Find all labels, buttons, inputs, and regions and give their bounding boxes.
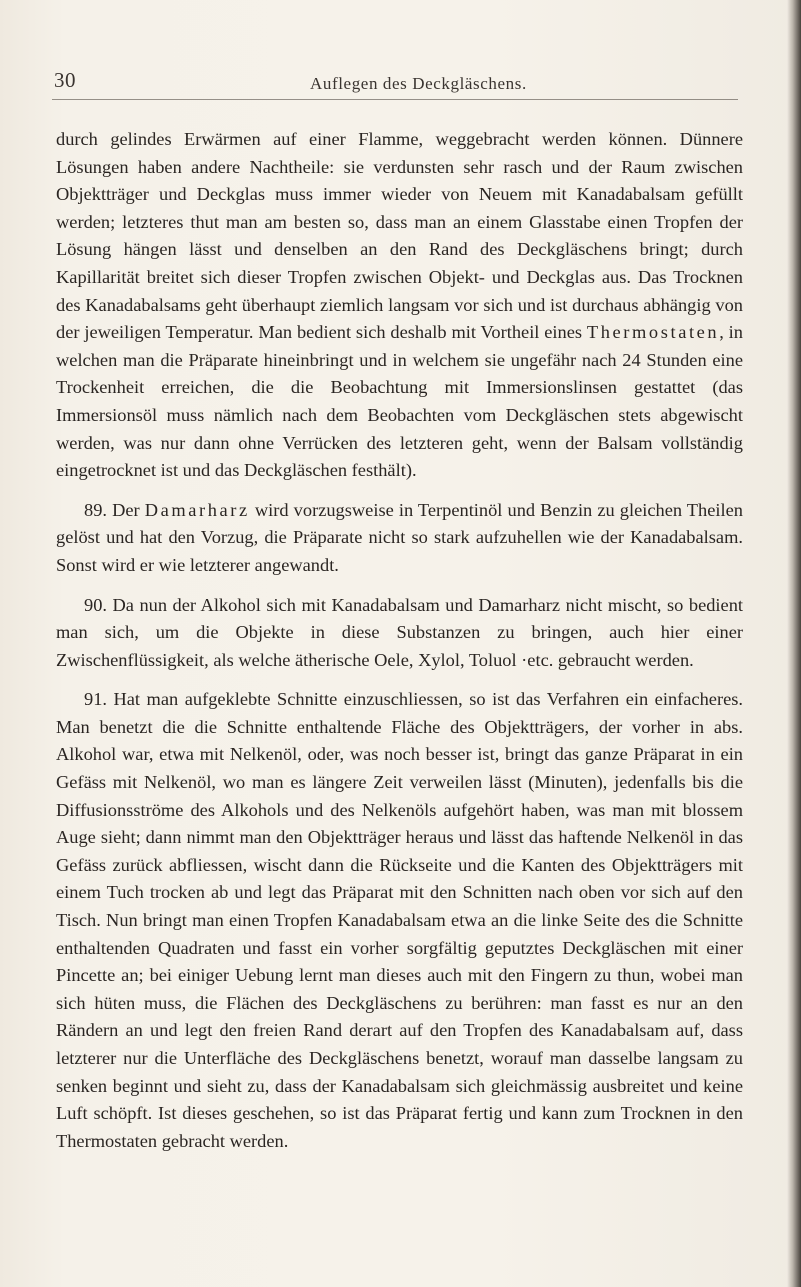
page-number: 30 [54,68,76,92]
running-head: Auflegen des Deckgläschens. [310,74,527,93]
paragraph-text: 89. Der [84,499,145,520]
paragraph-text: , in welchen man die Präparate hineinbringt und in welchem sie ungefähr nach 24 Stunden eine Trockenheit erreichen, die die Beobachtung mit Immersionslinsen gestattet (das Immersionsöl muss nämlich nach dem Beobachten vom Deckgläschen stets abgewischt werden, was nur dann ohne Verrücken des letzteren geht, wenn der Balsam vollständig eingetrocknet ist und das Deckgläschen festhält). [56,322,743,481]
paragraph-text: durch gelindes Erwärmen auf einer Flamme, weggebracht werden können. Dünnere Lösungen haben andere Nachtheile: sie verdunsten sehr rasch und der Raum zwischen Objektträger und Deckglas muss immer wieder von Neuem mit Kanadabalsam gefüllt werden; letzteres thut man am besten so, dass man an einem Glasstabe einen Tropfen der Lösung hängen lässt und denselben an den Rand des Deckgläschens bringt; durch Kapillarität breitet sich dieser Tropfen zwischen Objekt- und Deckglas aus. Das Trocknen des Kanadabalsams geht überhaupt ziemlich langsam vor sich und ist durchaus abhängig von der jeweiligen Temperatur. Man bedient sich deshalb mit Vortheil eines [56,129,743,343]
page-edge-shadow [787,0,801,1287]
paragraph-continuation [56,126,743,485]
paragraph-90: 90. Da nun der Alkohol sich mit Kanadabalsam und Damarharz nicht mischt, so bedient man sich, um die Objekte in diese Substanzen zu bringen, auch hier einer Zwischenflüssigkeit, als welche ätherische Oele, Xylol, Toluol ·etc. gebraucht werden. [56,594,743,670]
page-header [54,68,754,96]
header-rule [52,99,738,100]
emphasized-term: Thermostaten [586,322,720,343]
paragraph-89 [56,497,743,580]
body-text [56,126,743,1155]
emphasized-term: Damarharz [144,499,250,520]
paragraph-text: wird vorzugsweise in Terpentinöl und Benzin zu gleichen Theilen gelöst und hat den Vorzug, die Präparate nicht so stark aufzuhellen wie der Kanadabalsam. Sonst wird er wie letzterer angewandt. [56,499,743,575]
paragraph-91: 91. Hat man aufgeklebte Schnitte einzuschliessen, so ist das Verfahren ein einfacheres. Man benetzt die die Schnitte enthaltende Fläche des Objektträgers, der vorher in abs. Alkohol war, etwa mit Nelkenöl, oder, was noch besser ist, bringt das ganze Präparat in ein Gefäss mit Nelkenöl, wo man es längere Zeit verweilen lässt (Minuten), jedenfalls bis die Diffusionsströme des Alkohols und des Nelkenöls aufgehört haben, was man mit blossem Auge sieht; dann nimmt man den Objektträger heraus und lässt das haftende Nelkenöl in das Gefäss zurück abfliessen, wischt dann die Rückseite und die Kanten des Objektträgers mit einem Tuch trocken ab und legt das Präparat mit den Schnitten nach oben vor sich auf den Tisch. Nun bringt man einen Tropfen Kanadabalsam etwa an die linke Seite des die Schnitte enthaltenden Quadraten und fasst ein vorher sorgfältig geputztes Deckgläschen mit einer Pincette an; bei einiger Uebung lernt man dieses auch mit den Fingern zu thun, wobei man sich hüten muss, die Flächen des Deckgläschens zu berühren: man fasst es nur an den Rändern an und legt den freien Rand derart auf den Tropfen des Kanadabalsam auf, dass letzterer nur die Unterfläche des Deckgläschens benetzt, worauf man dasselbe langsam zu senken beginnt und sieht zu, dass der Kanadabalsam sich gleichmässig ausbreitet und keine Luft schöpft. Ist dieses geschehen, so ist das Präparat fertig und kann zum Trocknen in den Thermostaten gebracht werden. [56,689,743,1151]
